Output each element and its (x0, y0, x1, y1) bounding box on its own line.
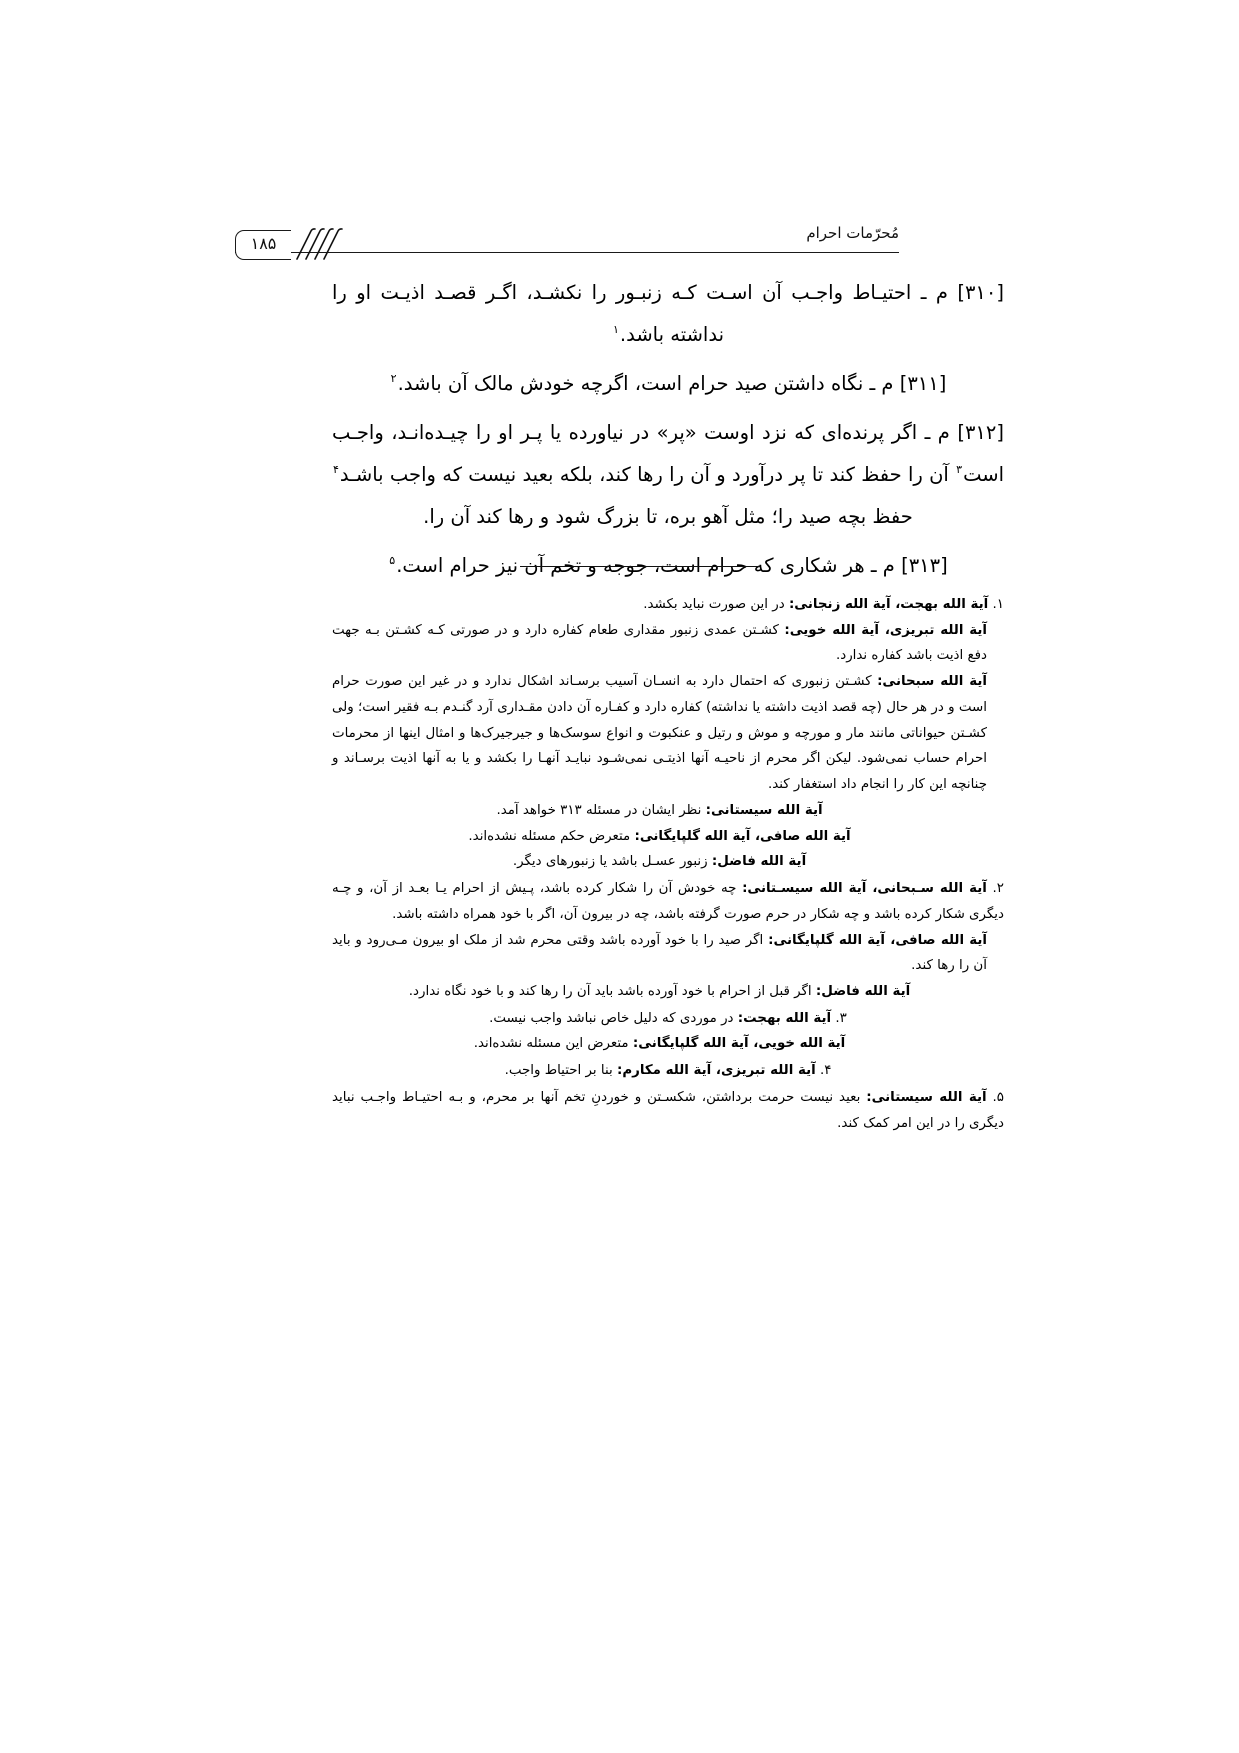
ruling-number-311: [۳۱۱] (899, 371, 947, 395)
authority-name: آیة الله فاضل: (711, 854, 807, 870)
page-number: ۱۸۵ (250, 234, 277, 253)
footnote-line (332, 849, 1004, 875)
footnote-line (332, 1085, 1004, 1136)
authority-name: آیة الله بهجت، آیة الله زنجانی: (788, 597, 989, 612)
diagonal-slashes-ornament-icon (291, 228, 343, 262)
authority-name: آیة الله سیستانی: (866, 1089, 987, 1105)
footnote-entry-3 (332, 1006, 1004, 1057)
folio-tab (235, 230, 291, 260)
footnote-text: متعرض حکم مسئله نشده‌اند. (468, 828, 635, 844)
authority-name: آیة الله خویی، آیة الله گلپایگانی: (632, 1036, 846, 1052)
footnote-line (332, 669, 1004, 798)
footnote-entry-2 (332, 876, 1004, 1005)
main-text-body (332, 272, 1004, 593)
authority-name: آیة الله سیستانی: (705, 802, 823, 818)
footnote-ref-5[interactable]: ۵ (389, 554, 396, 568)
footnote-entry-5 (332, 1085, 1004, 1136)
ruling-number-313: [۳۱۳] (901, 553, 948, 577)
ruling-marker-312: م ـ (924, 420, 950, 444)
authority-name: آیة الله صافی، آیة الله گلپایگانی: (768, 932, 987, 948)
footnote-number-2: ۲. (992, 881, 1004, 897)
authority-name: آیة الله بهجت: (737, 1010, 832, 1026)
footnote-number-5: ۵. (992, 1089, 1004, 1105)
footnote-text: در این صورت نباید بکشد. (643, 597, 789, 612)
ruling-text-310: احتیـاط واجـب آن اسـت کـه زنبـور را نکشـد، اگـر قصـد اذیـت او را نداشته باشد. (332, 281, 912, 346)
footnote-line (332, 592, 1004, 618)
running-title: مُحرّمات احرام (806, 224, 899, 242)
footnote-line (332, 1058, 1004, 1084)
page-header (235, 222, 899, 262)
footnote-text: متعرض این مسئله نشده‌اند. (473, 1036, 633, 1052)
authority-name: آیة الله سـبحانی، آیة الله سیسـتانی: (742, 881, 987, 897)
ruling-text-311: نگاه داشتن صید حرام است، اگرچه خودش مالک آن باشد. (397, 371, 864, 395)
ruling-text-312-part3: حفظ بچه صید را؛ مثل آهو بره، تا بزرگ شود و رها کند آن را. (423, 504, 913, 528)
footnote-line (332, 824, 1004, 850)
footnote-number-3: ۳. (835, 1010, 847, 1026)
ruling-text-312-part1: اگر پرنده‌ای که نزد اوست «پر» در نیاورده یا پـر او را چیـده‌انـد، واجـب است (332, 420, 1004, 486)
footnote-line (332, 876, 1004, 927)
footnote-line (332, 618, 1004, 669)
authority-name: آیة الله تبریزی، آیة الله خویی: (784, 622, 988, 638)
footnote-text: چه خودش آن را شکار کرده باشد، پـیش از احرام یـا بعـد از آن، و چـه دیگری شکار کرده باشد و چه شکار در حرم صورت گرفته باشد، چه در بیرون آن، اگر با خود همراه داشته باشد. (332, 881, 1004, 922)
authority-name: آیة الله تبریزی، آیة الله مکارم: (616, 1063, 816, 1079)
footnote-ref-4[interactable]: ۴ (333, 463, 339, 477)
ruling-number-310: [۳۱۰] (957, 281, 1004, 304)
footnote-text: بعید نیست حرمت برداشتن، شکسـتن و خوردنِ تخم آنها بر محرم، و بـه احتیـاط واجـب نباید دیگری را در این امر کمک کند. (332, 1089, 1004, 1131)
ruling-paragraph-310 (332, 272, 1004, 356)
ruling-paragraph-312 (332, 412, 1004, 538)
authority-name: آیة الله سبحانی: (877, 674, 987, 690)
footnote-line (332, 979, 1004, 1005)
footnote-line (332, 1006, 1004, 1032)
ruling-marker-313: م ـ (870, 553, 895, 577)
footnote-text: کشـتن عمدی زنبور مقداری طعام کفاره دارد و در صورتی کـه کشـتن بـه جهت دفع اذیت باشد کفاره ندارد. (332, 622, 987, 664)
footnote-ref-2[interactable]: ۲ (390, 372, 397, 386)
footnote-number-1: ۱. (992, 597, 1004, 612)
footnote-entry-4 (332, 1058, 1004, 1084)
footnote-text: کشـتن زنبوری که احتمال دارد به انسـان آسیب برسـاند اشکال ندارد و در غیر این صورت حرام است و در هر حال (چه قصد اذیت داشته یا نداشته) کفاره دارد و کفـاره آن دادن مقـداری آرد گنـدم بـه فقیر است؛ ولی کشـتن حیواناتی مانند مار و مورچه و موش و رتیل و عنکبوت و انواع سوسک‌ها و جیرجیرک‌ها و امثال اینها از محرمات احرام حساب نمی‌شود. لیکن اگر محرم از ناحیـه آنها اذیتـی نمی‌شـود نبایـد آنهـا را بکشد و یا به آنها اذیت برسـاند و چنانچه این کار را انجام داد استغفار کند. (332, 674, 987, 793)
footnote-text: نظر ایشان در مسئله ۳۱۳ خواهد آمد. (496, 802, 706, 818)
footnote-line (332, 798, 1004, 824)
footnote-text: اگر صید را با خود آورده باشد وقتی محرم شد از ملک او بیرون مـی‌رود و باید آن را رها کند. (332, 932, 987, 974)
footnote-text: اگر قبل از احرام با خود آورده باشد باید آن را رها کند و با خود نگاه ندارد. (408, 984, 816, 1000)
authority-name: آیة الله صافی، آیة الله گلپایگانی: (634, 828, 851, 844)
ruling-marker-310: م ـ (920, 281, 948, 304)
footnote-line (332, 928, 1004, 979)
ruling-text-312-part2: آن را حفظ کند تا پر درآورد و آن را رها کند، بلکه بعید نیست که واجب باشـد (339, 462, 956, 486)
ruling-paragraph-311 (332, 363, 1004, 405)
footnote-ref-3[interactable]: ۳ (956, 463, 963, 477)
ruling-number-312: [۳۱۲] (957, 420, 1004, 444)
ruling-marker-311: م ـ (869, 371, 894, 395)
footnote-text: در موردی که دلیل خاص نباشد واجب نیست. (489, 1010, 738, 1026)
footnote-ref-1[interactable]: ۱ (612, 323, 619, 337)
footnote-text: زنبور عسـل باشد یا زنبورهای دیگر. (512, 854, 712, 870)
footnote-line (332, 1031, 1004, 1057)
footnote-text: بنا بر احتیاط واجب. (504, 1063, 617, 1079)
footnote-separator (520, 566, 760, 567)
footnote-section (332, 592, 1004, 1137)
authority-name: آیة الله فاضل: (815, 984, 911, 1000)
footnote-entry-1 (332, 592, 1004, 875)
ruling-text-313: هر شکاری که حرام است، جوجه و تخم آن نیز حرام است. (396, 553, 865, 577)
footnote-number-4: ۴. (819, 1063, 832, 1079)
